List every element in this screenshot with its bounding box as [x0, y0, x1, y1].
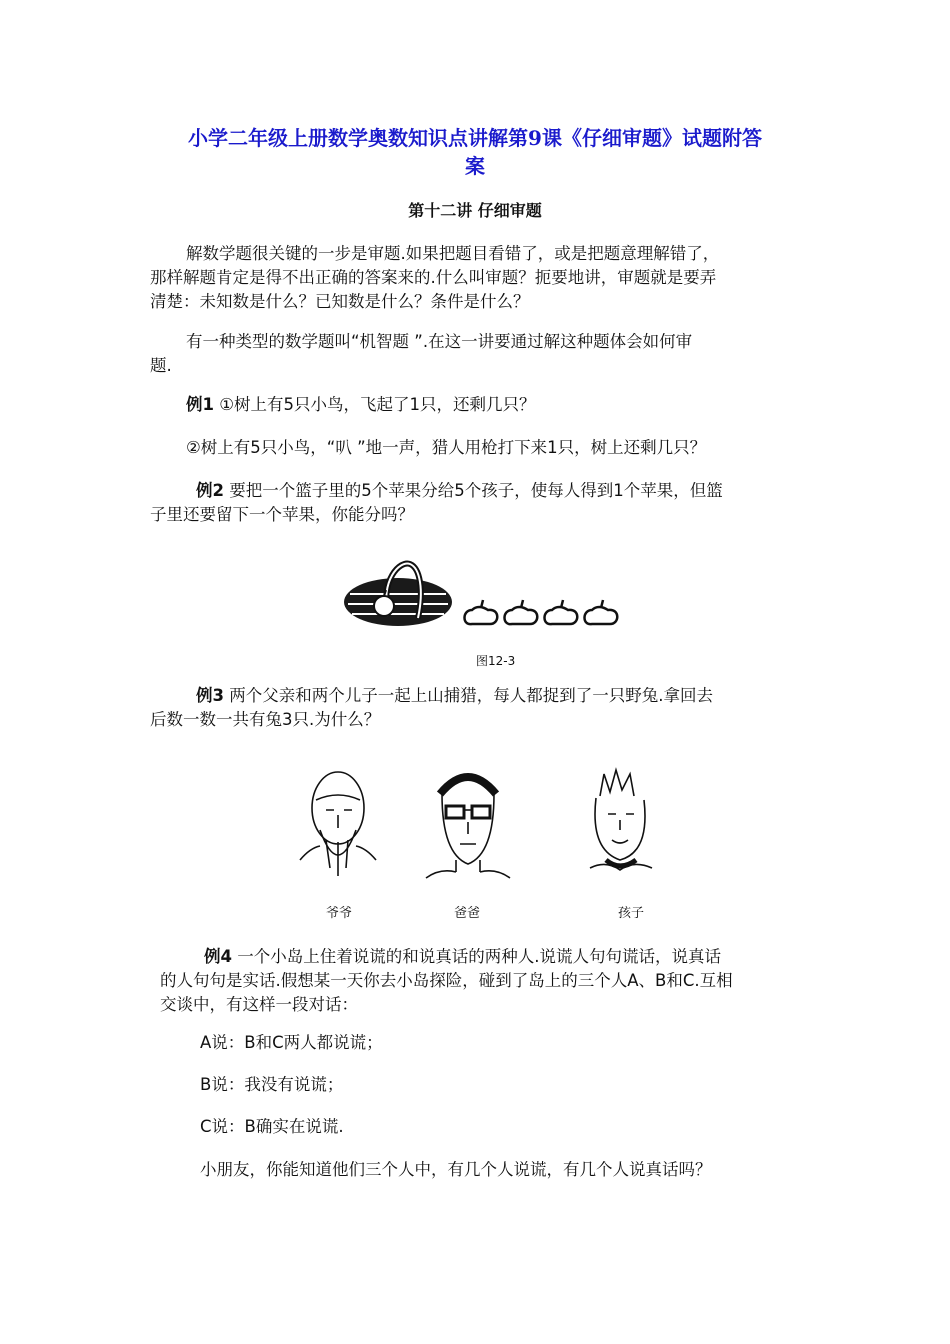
basket-icon [344, 563, 452, 626]
example-1-question-1: ①树上有5只小鸟，飞起了1只，还剩几只？ [219, 395, 536, 414]
caption-child: 孩子 [618, 906, 645, 921]
intro-p2-line-1: 有一种类型的数学题叫“机智题 ”.在这一讲要通过解这种题体会如何审 [186, 332, 693, 351]
example-4-line-1: 一个小岛上住着说谎的和说真话的两种人.说谎人句句谎话，说真话 [237, 947, 721, 966]
example-2-label: 例2 [196, 481, 224, 500]
intro-line-1: 解数学题很关键的一步是审题.如果把题目看错了，或是把题意理解错了， [186, 244, 720, 263]
child-portrait [590, 770, 652, 870]
example-1-question-2: ②树上有5只小鸟，“叭 ”地一声，猎人用枪打下来1只，树上还剩几只？ [186, 438, 707, 457]
example-1-label: 例1 [186, 395, 214, 414]
lecture-title: 第十二讲 仔细审题 [408, 201, 542, 220]
example-4 [204, 944, 721, 969]
example-4-line-3: 交谈中，有这样一段对话： [160, 995, 358, 1014]
example-4-line-2: 的人句句是实话.假想某一天你去小岛探险，碰到了岛上的三个人A、B和C.互相 [160, 971, 733, 990]
example-3 [196, 683, 713, 708]
dialogue-b: B说：我没有说谎； [200, 1075, 344, 1094]
grandfather-portrait [300, 772, 376, 876]
dialogue-a: A说：B和C两人都说谎； [200, 1033, 383, 1052]
title-line-1: 小学二年级上册数学奥数知识点讲解第9课《仔细审题》试题附答 [188, 126, 762, 150]
figure-caption: 图12-3 [476, 654, 516, 668]
intro-line-3: 清楚：未知数是什么？已知数是什么？条件是什么？ [150, 292, 530, 311]
document-title [130, 124, 820, 180]
apple-icon [545, 600, 578, 624]
example-3-line-2: 后数一数一共有兔3只.为什么？ [150, 710, 381, 729]
dialogue-c: C说：B确实在说谎. [200, 1117, 344, 1136]
example-3-label: 例3 [196, 686, 224, 705]
example-2-line-2: 子里还要留下一个苹果，你能分吗？ [150, 505, 414, 524]
father-portrait [426, 777, 510, 878]
caption-grandfather: 爷爷 [326, 906, 353, 921]
example-3-line-1: 两个父亲和两个儿子一起上山捕猎，每人都捉到了一只野兔.拿回去 [229, 686, 713, 705]
example-4-question: 小朋友，你能知道他们三个人中，有几个人说谎，有几个人说真话吗？ [200, 1160, 712, 1179]
basket-apples-figure [340, 560, 640, 640]
apple-icon [585, 600, 618, 624]
apple-icon [505, 600, 538, 624]
example-2 [196, 478, 723, 503]
intro-line-2: 那样解题肯定是得不出正确的答案来的.什么叫审题？扼要地讲，审题就是要弄 [150, 268, 717, 287]
caption-father: 爸爸 [454, 906, 481, 921]
example-1 [186, 392, 536, 417]
example-4-label: 例4 [204, 947, 232, 966]
intro-p2-line-2: 题. [150, 356, 172, 375]
faces-figure [290, 760, 690, 900]
apple-icon [465, 600, 498, 624]
example-2-line-1: 要把一个篮子里的5个苹果分给5个孩子，使每人得到1个苹果，但篮 [229, 481, 723, 500]
title-line-2: 案 [465, 154, 485, 178]
